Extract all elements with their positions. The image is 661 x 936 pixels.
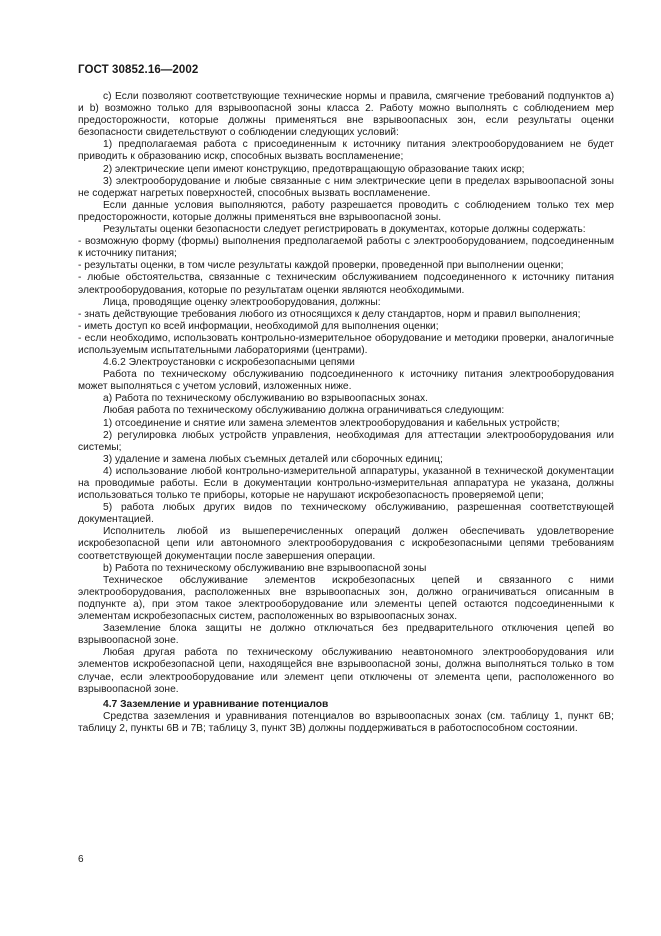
- paragraph: Если данные условия выполняются, работу разрешается проводить с соблюдением только тех мер предосторожности, которые должны применяться вне взрывоопасной зоны.: [78, 199, 614, 223]
- paragraph: Заземление блока защиты не должно отключаться без предварительного отключения цепей во взрывоопасной зоне.: [78, 623, 614, 647]
- document-header: ГОСТ 30852.16—2002: [78, 64, 199, 76]
- paragraph: Средства заземления и уравнивания потенциалов во взрывоопасных зонах (см. таблицу 1, пункт 6В; таблицу 2, пункты 6В и 7В; таблицу 3, пункт 3В) должны поддерживаться в работоспособном состоянии.: [78, 710, 614, 734]
- paragraph: Исполнитель любой из вышеперечисленных операций должен обеспечивать удовлетворение искробезопасной цепи или автономного электрооборудования с искробезопасными цепями требованиям соответствующей документации после завершения операции.: [78, 526, 614, 562]
- paragraph: 5) работа любых других видов по техническому обслуживанию, разрешенная соответствующей документацией.: [78, 502, 614, 526]
- paragraph: Любая другая работа по техническому обслуживанию неавтономного электрооборудования или элементов искробезопасной цепи, находящейся вне взрывоопасной зоны, должна выполняться только в том случае, если электрооборудование или элемент цепи отключены от элемента цепи, расположенного во взрывоопасной зоне.: [78, 647, 614, 695]
- list-item: - любые обстоятельства, связанные с техническим обслуживанием подсоединенного к источнику питания электрооборудования, которые по результатам оценки являются необходимыми.: [78, 272, 614, 296]
- paragraph: 1) отсоединение и снятие или замена элементов электрооборудования и кабельных устройств;: [103, 417, 560, 429]
- paragraph: Любая работа по техническому обслуживанию должна ограничиваться следующим:: [103, 405, 505, 417]
- paragraph: 3) электрооборудование и любые связанные с ним электрические цепи в пределах взрывоопасной зоны не содержат нагретых поверхностей, способных вызвать воспламенение.: [78, 175, 614, 199]
- paragraph: 3) удаление и замена любых съемных деталей или сборочных единиц;: [103, 453, 443, 465]
- paragraph: Работа по техническому обслуживанию подсоединенного к источнику питания электрооборудования может выполняться с учетом условий, изложенных ниже.: [78, 369, 614, 393]
- list-item: - иметь доступ ко всей информации, необходимой для выполнения оценки;: [78, 320, 439, 332]
- paragraph: а) Работа по техническому обслуживанию во взрывоопасных зонах.: [103, 393, 428, 405]
- paragraph: 2) регулировка любых устройств управления, необходимая для аттестации электрооборудования или системы;: [78, 429, 614, 453]
- list-item: - если необходимо, использовать контрольно-измерительное оборудование и методики проверки, аналогичные используемым испытательными лабораториями (центрами).: [78, 332, 614, 356]
- paragraph: Техническое обслуживание элементов искробезопасных цепей и связанного с ними электрооборудования, расположенных вне взрывоопасных зон, должно ограничиваться описанным в подпункте а), при этом такое электрооборудование или элементы цепей остаются подсоединенными к элементам искробезопасных систем, расположенных во взрывоопасных зонах.: [78, 574, 614, 623]
- paragraph: 2) электрические цепи имеют конструкцию, предотвращающую образование таких искр;: [103, 163, 525, 175]
- paragraph: с) Если позволяют соответствующие технические нормы и правила, смягчение требований подпунктов а) и b) возможно только для взрывоопасной зоны класса 2. Работу можно выполнять с соблюдением мер предосторожности, которые должны применяться вне взрывоопасных зон, если результаты оценки безопасности свидетельствуют о соблюдении следующих условий:: [78, 91, 614, 139]
- subsection-title: 4.6.2 Электроустановки с искробезопасными цепями: [103, 357, 355, 369]
- list-item: - возможную форму (формы) выполнения предполагаемой работы с электрооборудованием, подсоединенным к источнику питания;: [78, 236, 614, 260]
- paragraph: Результаты оценки безопасности следует регистрировать в документах, которые должны содержать:: [103, 224, 586, 236]
- paragraph: Лица, проводящие оценку электрооборудования, должны:: [103, 296, 381, 308]
- page-number: 6: [78, 854, 84, 865]
- section-heading: 4.7 Заземление и уравнивание потенциалов: [103, 698, 329, 710]
- document-body: [78, 91, 614, 735]
- list-item: - результаты оценки, в том числе результаты каждой проверки, проведенной при выполнении оценки;: [78, 260, 564, 272]
- list-item: - знать действующие требования любого из относящихся к делу стандартов, норм и правил выполнения;: [78, 308, 581, 320]
- paragraph: b) Работа по техническому обслуживанию вне взрывоопасной зоны: [103, 562, 427, 574]
- paragraph: 4) использование любой контрольно-измерительной аппаратуры, указанной в технической документации на проводимые работы. Если в документации контрольно-измерительная аппаратура не указана, должны использоваться только те приборы, которые не нарушают искробезопасность проверяемой цепи;: [78, 465, 614, 502]
- paragraph: 1) предполагаемая работа с присоединенным к источнику питания электрооборудованием не будет приводить к образованию искр, способных вызвать воспламенение;: [78, 139, 614, 163]
